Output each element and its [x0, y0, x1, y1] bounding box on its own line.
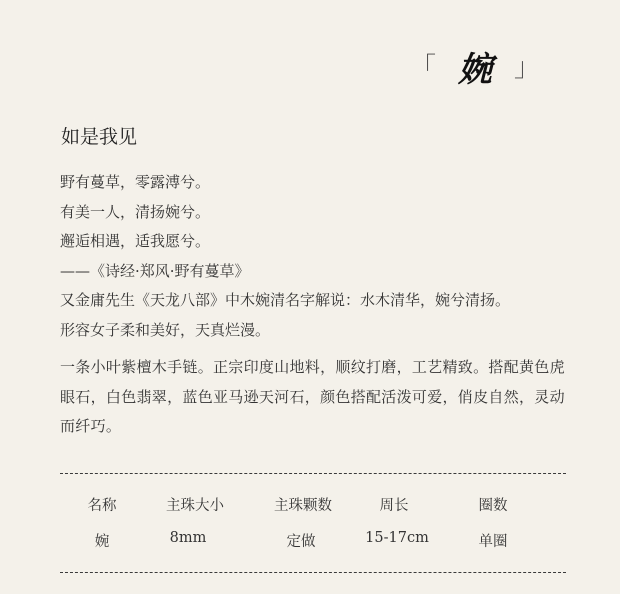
poem-source: ——《诗经·郑风·野有蔓草》: [60, 261, 250, 280]
spec-header-circumference: 周长: [379, 498, 409, 514]
table-top-divider: [60, 473, 566, 474]
spec-value-bead-count: 定做: [286, 534, 316, 550]
spec-value-name: 婉: [94, 534, 110, 550]
spec-header-loops: 圈数: [478, 498, 508, 514]
product-description: 一条小叶紫檀木手链。正宗印度山地料，顺纹打磨，工艺精致。搭配黄色虎眼石，白色翡翠，蓝色亚马逊天河石，颜色搭配活泼可爱，俏皮自然，灵动而纤巧。: [60, 358, 565, 435]
table-bottom-divider: [60, 572, 566, 573]
spec-header-bead-size: 主珠大小: [166, 498, 224, 514]
title-close-bracket: 」: [513, 52, 540, 83]
poem-line: 有美一人，清扬婉兮。: [60, 202, 211, 221]
spec-header-row: [60, 480, 566, 520]
spec-header-name: 名称: [87, 498, 117, 514]
product-description-block: [60, 353, 570, 442]
explanation-line: 又金庸先生《天龙八部》中木婉清名字解说：水木清华，婉兮清扬。: [60, 291, 511, 309]
poem-line: 野有蔓草，零露溥兮。: [60, 173, 211, 191]
spec-table: [60, 480, 566, 560]
page-title-box: [410, 42, 540, 88]
spec-value-row: [60, 520, 566, 560]
spec-value-bead-size: 8mm: [169, 530, 207, 546]
page-title: 婉: [458, 49, 492, 90]
poem-line: 邂逅相遇，适我愿兮。: [60, 232, 211, 250]
spec-header-bead-count: 主珠颗数: [274, 498, 332, 514]
spec-value-loops: 单圈: [478, 534, 508, 550]
content-body: [60, 168, 570, 442]
title-open-bracket: 「: [410, 52, 437, 83]
section-title: 如是我见: [61, 126, 138, 148]
explanation-line: 形容女子柔和美好，天真烂漫。: [60, 320, 271, 339]
spec-value-circumference: 15-17cm: [365, 530, 429, 546]
